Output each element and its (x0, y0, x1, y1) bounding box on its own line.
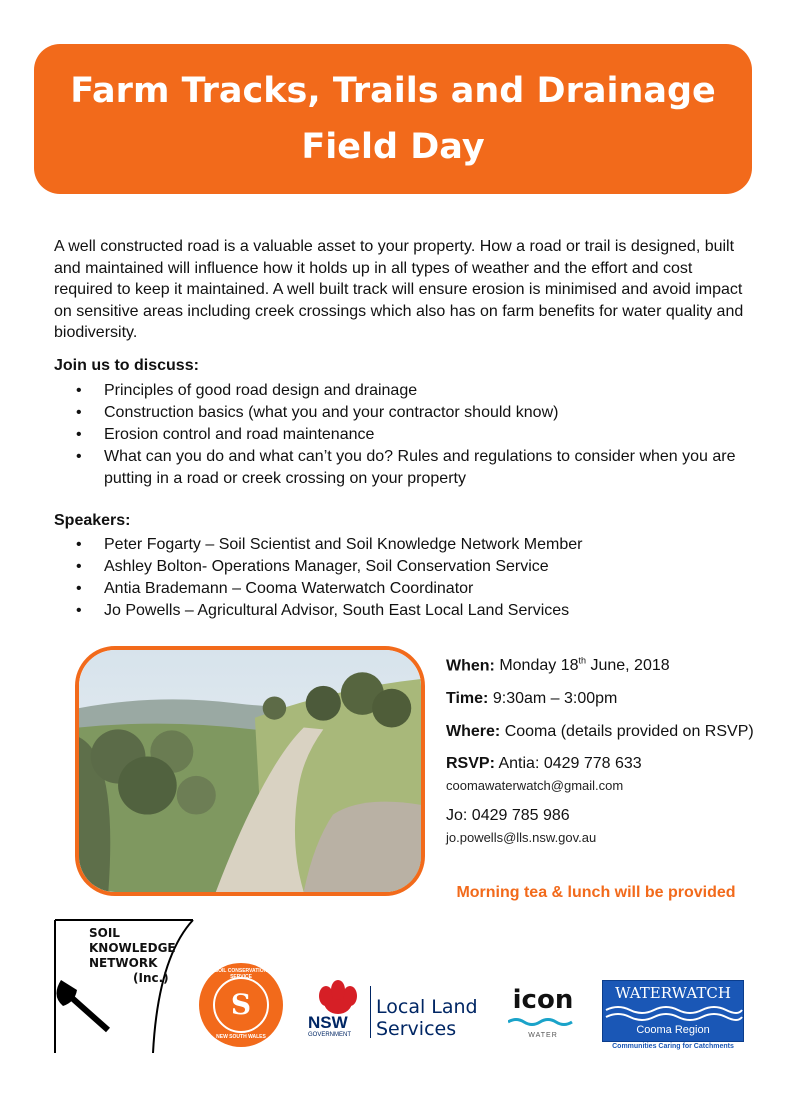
rsvp-value: Antia: 0429 778 633 (498, 755, 642, 773)
waterwatch-logo (602, 980, 744, 1054)
speaker-item: • Peter Fogarty – Soil Scientist and Soil Knowledge Network Member (54, 534, 744, 556)
landscape-image (79, 650, 421, 892)
skn-text-3: NETWORK (89, 956, 158, 970)
event-details (446, 650, 756, 849)
soil-conservation-service-logo (198, 962, 284, 1048)
nsw-text: NSW (308, 1013, 348, 1032)
where-label: Where: (446, 723, 501, 741)
topic-item: • Construction basics (what you and your contractor should know) (54, 402, 744, 424)
lls-line-1: Local Land (376, 996, 478, 1018)
speakers-heading: Speakers: (54, 512, 131, 529)
skn-text-4: (Inc.) (133, 971, 169, 985)
skn-text-2: KNOWLEDGE (89, 941, 176, 955)
speaker-item: • Ashley Bolton- Operations Manager, Soil Conservation Service (54, 556, 744, 578)
icon-water-logo (508, 985, 578, 1039)
scs-text: SOIL CONSERVATION SERVICE (214, 968, 268, 980)
waratah-icon (308, 980, 368, 1016)
skn-text-1: SOIL (89, 926, 120, 940)
farm-track-photo (75, 646, 425, 896)
topic-item: • What can you do and what can’t you do? Rules and regulations to consider when you are putting in a road or creek crossing on your property (54, 446, 744, 490)
nsw-gov-text: GOVERNMENT (308, 1032, 352, 1038)
time-label: Time: (446, 690, 489, 708)
title-line-2: Field Day (301, 127, 485, 167)
svg-text:S: S (230, 988, 252, 1021)
icon-water-text: WATER (528, 1032, 558, 1039)
topic-item: • Principles of good road design and drainage (54, 380, 744, 402)
speaker-item: • Antia Brademann – Cooma Waterwatch Coordinator (54, 578, 744, 600)
wave-icon (508, 1017, 578, 1027)
speakers-list (54, 534, 744, 622)
jo-email[interactable]: jo.powells@lls.nsw.gov.au (446, 830, 597, 846)
logo-divider (370, 986, 371, 1038)
when-row (446, 650, 756, 677)
rsvp-email[interactable]: coomawaterwatch@gmail.com (446, 778, 624, 794)
waterwatch-tagline: Communities Caring for Catchments (612, 1043, 734, 1050)
soil-knowledge-network-logo (53, 918, 195, 1053)
catering-note: Morning tea & lunch will be provided (456, 884, 736, 901)
waterwatch-region: Cooma Region (636, 1024, 710, 1036)
when-date: Monday 18th June, 2018 (499, 656, 670, 675)
waterwatch-title: WATERWATCH (615, 984, 731, 1002)
when-label: When: (446, 657, 495, 675)
topic-item: • Erosion control and road maintenance (54, 424, 744, 446)
local-land-services-logo (304, 980, 494, 1044)
topics-heading: Join us to discuss: (54, 357, 199, 374)
time-value: 9:30am – 3:00pm (492, 690, 618, 708)
where-row (446, 721, 756, 743)
scs-bottom: NEW SOUTH WALES (216, 1034, 266, 1040)
title-banner (34, 44, 752, 194)
where-value: Cooma (details provided on RSVP) (504, 723, 754, 741)
speaker-item: • Jo Powells – Agricultural Advisor, South East Local Land Services (54, 600, 744, 622)
title-line-1: Farm Tracks, Trails and Drainage (70, 71, 716, 111)
rsvp-label: RSVP: (446, 755, 495, 773)
intro-paragraph: A well constructed road is a valuable asset to your property. How a road or trail is designed, built and maintained will influence how it holds up in all types of weather and the effort and cost required to keep it maintained. A well built track will ensure erosion is minimised and avoid impact on sensitive areas including creek crossings which also has on farm benefits for water quality and biodiversity. (54, 238, 744, 341)
time-row (446, 688, 756, 710)
icon-text: icon (512, 985, 574, 1015)
topics-list (54, 380, 744, 490)
lls-line-2: Services (376, 1018, 457, 1040)
waterwatch-wave-icon (602, 1004, 744, 1024)
rsvp-row (446, 753, 756, 775)
jo-contact: Jo: 0429 785 986 (446, 807, 570, 825)
